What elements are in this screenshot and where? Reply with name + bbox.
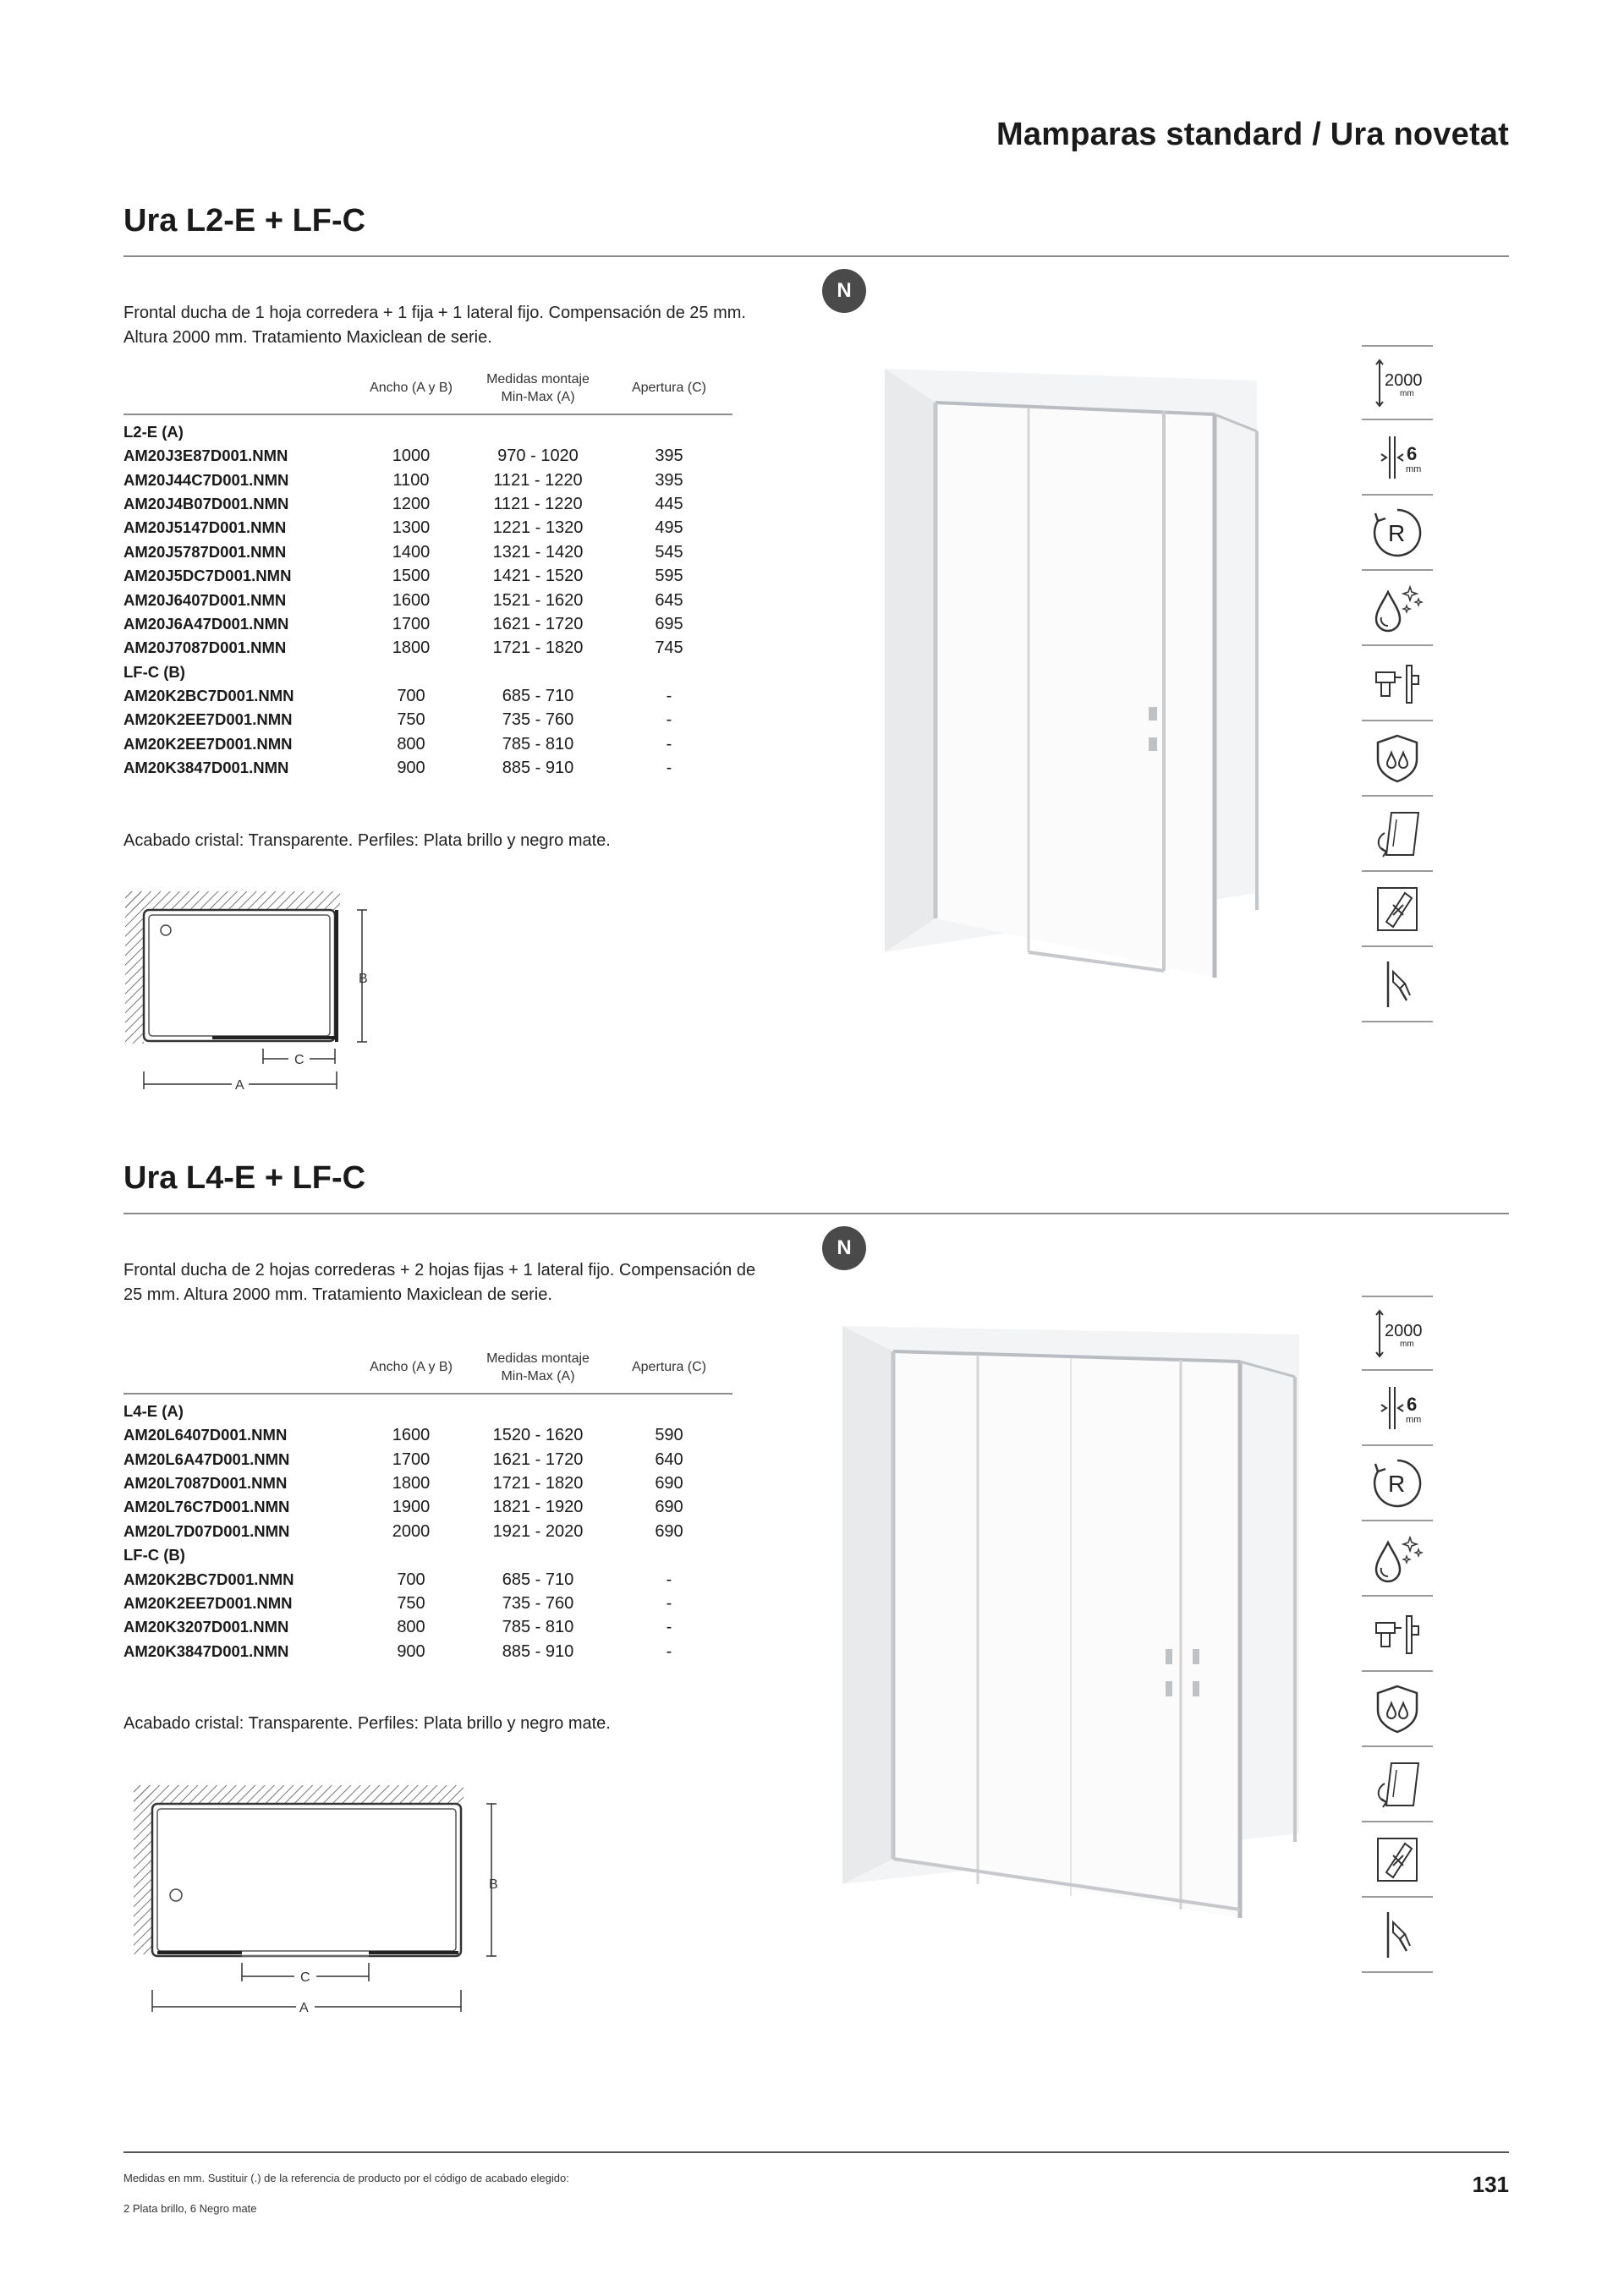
- table-group-row: [123, 660, 732, 684]
- section-title: Ura L4-E + LF-C: [123, 1160, 366, 1196]
- mount-range: 1121 - 1220: [493, 494, 583, 513]
- mount-range: 885 - 910: [502, 1641, 574, 1661]
- product-code: AM20K2EE7D001.NMN: [123, 1593, 293, 1612]
- floor-plan-diagram: [123, 890, 377, 1099]
- mount-range: 1221 - 1320: [492, 518, 584, 538]
- table-group-row: [123, 1543, 732, 1567]
- height-value: 2000: [1385, 1321, 1423, 1340]
- width-value: 1800: [392, 1473, 431, 1493]
- glass-unit: mm: [1406, 463, 1422, 474]
- width-value: 1700: [392, 1449, 431, 1469]
- reversible-letter: R: [1388, 1470, 1406, 1497]
- header-width: Ancho (A y B): [352, 1348, 470, 1394]
- table-row: [123, 588, 732, 611]
- opening-value: 395: [655, 470, 683, 490]
- width-value: 1500: [392, 567, 431, 586]
- opening-value: -: [666, 734, 672, 753]
- table-row: [123, 564, 732, 588]
- header-mount-range: Medidas montaje Min-Max (A): [470, 1348, 606, 1394]
- table-row: [123, 1471, 732, 1495]
- opening-value: 545: [655, 542, 683, 562]
- opening-value: -: [666, 1641, 672, 1661]
- finish-text: Acabado cristal: Transparente. Perfiles: Plata brillo y negro mate.: [123, 831, 611, 850]
- width-value: 1800: [392, 638, 431, 658]
- table-row: [123, 492, 732, 516]
- width-value: 1100: [392, 470, 430, 490]
- mount-range: 970 - 1020: [497, 447, 579, 466]
- opening-value: 690: [655, 1521, 683, 1541]
- mount-range: 1520 - 1620: [492, 1426, 584, 1445]
- glass-6mm-icon: [1362, 420, 1433, 496]
- width-value: 1600: [392, 590, 431, 610]
- width-value: 1600: [392, 1426, 431, 1445]
- safety-glass-icon: [1362, 872, 1433, 947]
- adjustable-install-icon: [1362, 947, 1433, 1022]
- table-header-row: [123, 1348, 732, 1394]
- table-row: [123, 1447, 732, 1471]
- mount-range: 1721 - 1820: [492, 638, 584, 658]
- mount-range: 1321 - 1420: [492, 542, 584, 562]
- product-photo-l4e: [834, 1326, 1308, 1918]
- opening-value: -: [666, 710, 672, 730]
- product-code: AM20K2EE7D001.NMN: [123, 734, 293, 753]
- header-width: Ancho (A y B): [352, 369, 470, 414]
- opening-value: -: [666, 1618, 672, 1637]
- group-label: L2-E (A): [123, 423, 184, 441]
- footer-divider: [123, 2151, 1509, 2153]
- opening-value: 690: [655, 1473, 683, 1493]
- table-row: [123, 1615, 732, 1639]
- width-value: 1900: [392, 1498, 431, 1517]
- table-row: [123, 708, 732, 732]
- width-value: 2000: [392, 1521, 431, 1541]
- product-code: AM20J6A47D001.NMN: [123, 614, 289, 633]
- glass-unit: mm: [1406, 1414, 1422, 1425]
- mount-range: 1821 - 1920: [492, 1498, 584, 1517]
- opening-value: -: [666, 1593, 672, 1613]
- mount-range: 735 - 760: [502, 710, 574, 730]
- product-description: Frontal ducha de 2 hojas correderas + 2 hojas fijas + 1 lateral fijo. Compensación de 25 mm. Altura 2000 mm. Tratamiento Maxiclean de serie.: [123, 1261, 756, 1304]
- section-divider: [123, 255, 1509, 257]
- spec-table: [123, 1348, 732, 1663]
- group-label: L4-E (A): [123, 1402, 184, 1420]
- dim-label-a: A: [299, 2001, 309, 2015]
- height-2000-icon: [1362, 1296, 1433, 1371]
- mount-range: 885 - 910: [502, 759, 574, 778]
- adjustable-install-icon: [1362, 1898, 1433, 1973]
- feature-icons-column: [1362, 345, 1433, 1022]
- table-row: [123, 1495, 732, 1519]
- mount-range: 1421 - 1520: [492, 567, 584, 586]
- table-row: [123, 684, 732, 708]
- product-section-l4e: [123, 1160, 1509, 2057]
- group-label: LF-C (B): [123, 1546, 185, 1564]
- waterproof-icon: [1362, 1672, 1433, 1747]
- finish-text: Acabado cristal: Transparente. Perfiles: Plata brillo y negro mate.: [123, 1714, 611, 1733]
- product-code: AM20J44C7D001.NMN: [123, 470, 289, 489]
- mount-range: 785 - 810: [502, 734, 574, 753]
- product-code: AM20J5DC7D001.NMN: [123, 567, 292, 585]
- height-value: 2000: [1385, 370, 1423, 390]
- section-divider: [123, 1213, 1509, 1214]
- glass-value: 6: [1407, 1393, 1418, 1415]
- opening-value: 445: [655, 494, 683, 513]
- width-value: 1300: [392, 518, 431, 538]
- table-row: [123, 468, 732, 491]
- width-value: 1200: [392, 494, 431, 513]
- opening-value: 690: [655, 1498, 683, 1517]
- table-group-row: [123, 414, 732, 444]
- easy-clean-glass-icon: [1362, 1747, 1433, 1822]
- product-code: AM20J3E87D001.NMN: [123, 447, 288, 465]
- mount-range: 785 - 810: [502, 1618, 574, 1637]
- reversible-icon: [1362, 1446, 1433, 1521]
- product-code: AM20K3207D001.NMN: [123, 1618, 289, 1636]
- mount-range: 1721 - 1820: [492, 1473, 584, 1493]
- mount-range: 1621 - 1720: [492, 1449, 584, 1469]
- height-unit: mm: [1400, 1339, 1414, 1349]
- product-code: AM20K2EE7D001.NMN: [123, 710, 293, 729]
- opening-value: -: [666, 1570, 672, 1589]
- table-row: [123, 756, 732, 780]
- header-opening: Apertura (C): [606, 1348, 732, 1394]
- table-row: [123, 1592, 732, 1615]
- product-code: AM20J7087D001.NMN: [123, 638, 287, 657]
- opening-value: 745: [655, 638, 683, 658]
- table-header-row: [123, 369, 732, 414]
- width-value: 1000: [392, 447, 431, 466]
- table-row: [123, 540, 732, 564]
- width-value: 750: [397, 710, 425, 730]
- page-header-title: Mamparas standard / Ura novetat: [996, 117, 1509, 152]
- width-value: 900: [397, 759, 425, 778]
- dim-label-b: B: [489, 1877, 498, 1892]
- dim-label-a: A: [235, 1078, 244, 1093]
- product-code: AM20J5147D001.NMN: [123, 518, 287, 537]
- dim-label-c: C: [300, 1970, 310, 1985]
- mount-range: 1621 - 1720: [492, 614, 584, 633]
- opening-value: 395: [655, 447, 683, 466]
- new-badge: N: [822, 269, 866, 313]
- height-2000-icon: [1362, 345, 1433, 420]
- product-photo-l2e: [876, 369, 1274, 978]
- width-value: 750: [397, 1593, 425, 1613]
- mount-range: 1121 - 1220: [493, 470, 583, 490]
- maxiclean-icon: [1362, 1521, 1433, 1597]
- mount-range: 1921 - 2020: [492, 1521, 584, 1541]
- opening-value: 595: [655, 567, 683, 586]
- width-value: 800: [397, 734, 425, 753]
- opening-value: -: [666, 759, 672, 778]
- table-row: [123, 1640, 732, 1663]
- width-value: 900: [397, 1641, 425, 1661]
- feature-icons-column: [1362, 1296, 1433, 1973]
- opening-value: 645: [655, 590, 683, 610]
- width-value: 1700: [392, 614, 431, 633]
- footer-finish-legend: 2 Plata brillo, 6 Negro mate: [123, 2202, 257, 2215]
- opening-value: 640: [655, 1449, 683, 1469]
- drill-install-icon: [1362, 1597, 1433, 1672]
- reversible-letter: R: [1388, 519, 1406, 546]
- table-group-row: [123, 1394, 732, 1423]
- glass-6mm-icon: [1362, 1371, 1433, 1446]
- opening-value: 495: [655, 518, 683, 538]
- easy-clean-glass-icon: [1362, 797, 1433, 872]
- header-mount-range: Medidas montaje Min-Max (A): [470, 369, 606, 414]
- table-row: [123, 636, 732, 660]
- product-section-l2e: [123, 203, 1509, 1099]
- header-opening: Apertura (C): [606, 369, 732, 414]
- spec-table: [123, 369, 732, 780]
- product-code: AM20J6407D001.NMN: [123, 590, 287, 609]
- table-row: [123, 732, 732, 756]
- table-row: [123, 1423, 732, 1447]
- product-code: AM20J5787D001.NMN: [123, 542, 287, 561]
- safety-glass-icon: [1362, 1822, 1433, 1898]
- product-code: AM20L6A47D001.NMN: [123, 1449, 290, 1468]
- drill-install-icon: [1362, 646, 1433, 721]
- product-code: AM20K2BC7D001.NMN: [123, 1570, 294, 1588]
- mount-range: 1521 - 1620: [492, 590, 584, 610]
- maxiclean-icon: [1362, 571, 1433, 646]
- opening-value: 590: [655, 1426, 683, 1445]
- header-code: [123, 369, 352, 414]
- floor-plan-diagram: [132, 1784, 521, 2020]
- reversible-icon: [1362, 496, 1433, 571]
- table-row: [123, 1567, 732, 1591]
- mount-range: 685 - 710: [502, 687, 574, 706]
- product-code: AM20K3847D001.NMN: [123, 759, 289, 777]
- header-code: [123, 1348, 352, 1394]
- table-row: [123, 612, 732, 636]
- width-value: 700: [397, 1570, 425, 1589]
- mount-range: 735 - 760: [502, 1593, 574, 1613]
- dim-label-c: C: [294, 1053, 304, 1067]
- waterproof-icon: [1362, 721, 1433, 797]
- product-description: Frontal ducha de 1 hoja corredera + 1 fija + 1 lateral fijo. Compensación de 25 mm. Altura 2000 mm. Tratamiento Maxiclean de serie.: [123, 304, 746, 347]
- new-badge: N: [822, 1226, 866, 1270]
- opening-value: 695: [655, 614, 683, 633]
- dim-label-b: B: [359, 972, 368, 986]
- page-number: 131: [1472, 2172, 1509, 2197]
- product-code: AM20K2BC7D001.NMN: [123, 687, 294, 705]
- section-title: Ura L2-E + LF-C: [123, 203, 366, 238]
- glass-value: 6: [1407, 442, 1418, 464]
- opening-value: -: [666, 687, 672, 706]
- height-unit: mm: [1400, 388, 1414, 398]
- width-value: 700: [397, 687, 425, 706]
- footer-note: Medidas en mm. Sustituir (.) de la referencia de producto por el código de acabado elegido:: [123, 2172, 569, 2184]
- width-value: 1400: [392, 542, 431, 562]
- group-label: LF-C (B): [123, 662, 185, 681]
- mount-range: 685 - 710: [502, 1570, 574, 1589]
- product-code: AM20L7087D001.NMN: [123, 1473, 288, 1492]
- product-code: AM20L6407D001.NMN: [123, 1426, 288, 1444]
- product-code: AM20L76C7D001.NMN: [123, 1498, 290, 1516]
- width-value: 800: [397, 1618, 425, 1637]
- table-row: [123, 1520, 732, 1543]
- product-code: AM20L7D07D001.NMN: [123, 1521, 290, 1540]
- table-row: [123, 444, 732, 468]
- table-row: [123, 516, 732, 540]
- product-code: AM20K3847D001.NMN: [123, 1641, 289, 1660]
- product-code: AM20J4B07D001.NMN: [123, 494, 289, 512]
